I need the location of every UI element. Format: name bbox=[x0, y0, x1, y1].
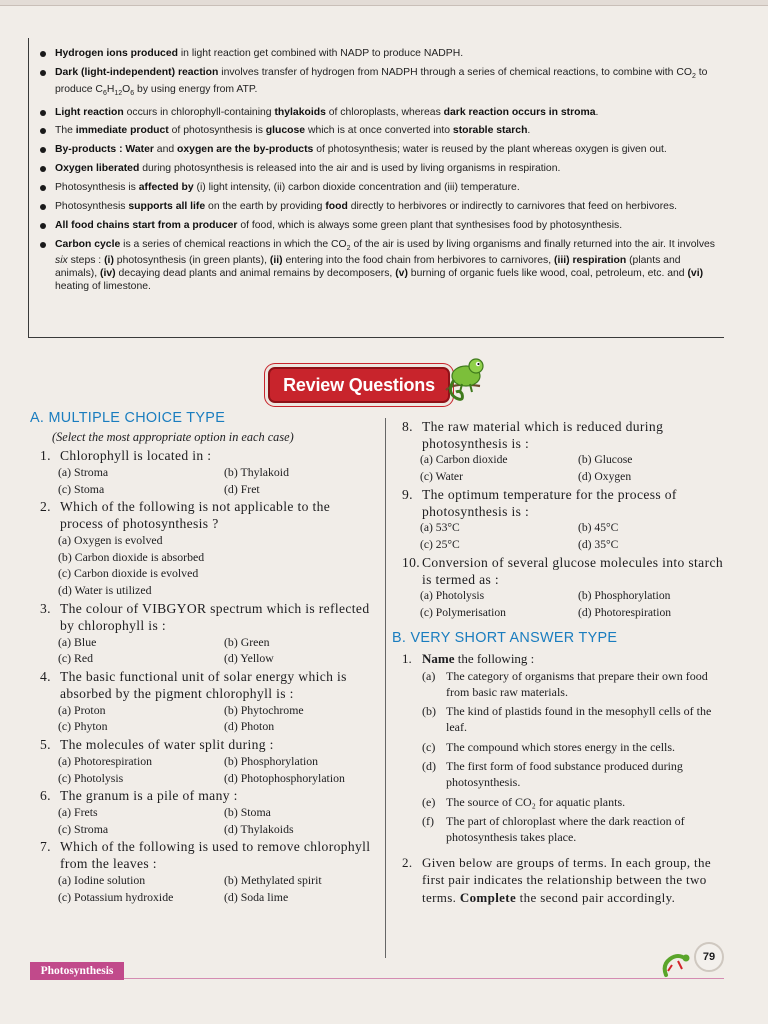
footer-rule bbox=[124, 978, 724, 979]
option-list bbox=[30, 872, 375, 905]
option-list bbox=[30, 702, 375, 735]
answer-option: (d) Water is utilized bbox=[58, 582, 152, 597]
section-a-instructions: (Select the most appropriate option in each case) bbox=[52, 430, 294, 444]
mcq-question bbox=[30, 600, 375, 667]
subitem-label: (f) bbox=[422, 813, 434, 828]
answer-option: (b) Phosphorylation bbox=[224, 753, 319, 768]
mcq-question bbox=[392, 486, 732, 553]
option-list bbox=[30, 804, 375, 837]
answer-option: (d) Fret bbox=[224, 481, 260, 496]
question-text: Conversion of several glucose molecules into starch is termed as : bbox=[422, 555, 723, 588]
question-text: Chlorophyll is located in : bbox=[60, 448, 212, 463]
question-stem bbox=[30, 787, 375, 804]
answer-option: (b) Phosphorylation bbox=[578, 589, 671, 603]
question-text: The raw material which is reduced during photosynthesis is : bbox=[422, 419, 664, 451]
answer-option: (a) Oxygen is evolved bbox=[58, 533, 163, 548]
mcq-question bbox=[30, 736, 375, 786]
answer-option: (b) Phytochrome bbox=[224, 702, 304, 717]
subitem-text: The compound which stores energy in the cells. bbox=[446, 739, 676, 754]
question-text: The molecules of water split during : bbox=[60, 736, 274, 752]
question-text-tail: the second pair accordingly. bbox=[516, 889, 676, 905]
answer-option: (b) 45°C bbox=[578, 521, 619, 535]
question-text: The colour of VIBGYOR spectrum which is reflected by chlorophyll is : bbox=[60, 600, 370, 633]
answer-option: (c) Water bbox=[420, 469, 463, 483]
vsa-subitem bbox=[422, 794, 732, 810]
answer-option: (c) Polymerisation bbox=[420, 605, 506, 619]
answer-option: (d) Oxygen bbox=[578, 469, 632, 483]
summary-point: Hydrogen ions produced in light reaction get combined with NADP to produce NADPH. bbox=[37, 48, 717, 61]
question-stem bbox=[30, 736, 375, 753]
question-stem bbox=[392, 486, 732, 520]
answer-option: (a) Blue bbox=[58, 634, 97, 649]
question-stem bbox=[30, 838, 375, 872]
review-questions-banner: Review Questions bbox=[268, 367, 450, 403]
answer-option: (a) Proton bbox=[58, 702, 106, 717]
summary-point: By-products : Water and oxygen are the by-products of photosynthesis; water is reused by the plant whereas oxygen is given out. bbox=[37, 144, 717, 157]
question-number: 7. bbox=[40, 839, 51, 855]
question-number: 6. bbox=[40, 788, 51, 804]
answer-option: (c) Phyton bbox=[58, 719, 108, 734]
chameleon-icon bbox=[440, 352, 492, 410]
answer-option: (d) Photorespiration bbox=[578, 605, 672, 619]
answer-option: (d) Photophosphorylation bbox=[224, 770, 345, 785]
answer-option: (a) Frets bbox=[58, 805, 98, 820]
vsa-subitem bbox=[422, 758, 732, 791]
answer-option: (c) Stroma bbox=[58, 821, 109, 836]
left-column bbox=[30, 410, 375, 907]
mcq-list-right bbox=[392, 418, 732, 622]
mcq-question bbox=[30, 447, 375, 497]
answer-option: (a) Stroma bbox=[58, 465, 109, 479]
answer-option: (d) 35°C bbox=[578, 537, 619, 551]
answer-option: (d) Soda lime bbox=[224, 889, 289, 904]
instruction-keyword: Name bbox=[422, 650, 455, 666]
option-list bbox=[392, 588, 732, 621]
question-stem bbox=[30, 447, 375, 464]
question-number: 10. bbox=[402, 555, 421, 571]
answer-option: (a) Carbon dioxide bbox=[420, 453, 508, 466]
summary-point: Carbon cycle is a series of chemical reactions in which the $CO_2$ of the air is used by living organisms and finally returned into the air. It involves six steps : (i) photosynthesis (in green plants), (ii) entering into the food chain from herbivores to carnivores, (iii) respiration (plants and animals), (iv) decaying dead plants and animal remains by decomposers, (v) burning of organic fuels like wood, coal, petroleum, etc. and (vi) heating of limestone. bbox=[37, 239, 717, 293]
summary-point: Dark (light-independent) reaction involves transfer of hydrogen from NADPH through a series of chemical reactions, to combine with $CO_2$ to produce $C_6H_{12}O_6$ by using energy from ATP. bbox=[37, 67, 717, 100]
question-stem bbox=[392, 554, 732, 588]
question-number: 5. bbox=[40, 736, 51, 752]
summary-box bbox=[28, 38, 724, 338]
answer-option: (b) Methylated spirit bbox=[224, 873, 322, 888]
question-number: 3. bbox=[40, 600, 51, 616]
column-divider bbox=[385, 418, 386, 958]
option-list bbox=[30, 464, 375, 497]
subitem-text: The category of organisms that prepare their own food from basic raw materials. bbox=[446, 668, 708, 699]
answer-option: (b) Glucose bbox=[578, 453, 633, 466]
option-list bbox=[30, 753, 375, 786]
answer-option: (c) Photolysis bbox=[58, 770, 124, 785]
mcq-question bbox=[30, 838, 375, 905]
mcq-question bbox=[30, 787, 375, 837]
answer-option: (b) Stoma bbox=[224, 805, 271, 820]
question-text: The basic functional unit of solar energy which is absorbed by the pigment chlorophyll is : bbox=[60, 668, 347, 701]
vsa-subitem bbox=[422, 668, 732, 701]
answer-option: (c) Red bbox=[58, 651, 94, 666]
answer-option: (c) Carbon dioxide is evolved bbox=[58, 566, 199, 581]
option-list bbox=[30, 634, 375, 667]
subitem-text: The source of CO₂ for aquatic plants. bbox=[446, 794, 626, 809]
page-number: 79 bbox=[694, 942, 724, 972]
vsa-subitem bbox=[422, 739, 732, 755]
answer-option: (d) Photon bbox=[224, 719, 275, 734]
subitem-label: (a) bbox=[422, 668, 436, 683]
mcq-question bbox=[30, 668, 375, 735]
answer-option: (d) Thylakoids bbox=[224, 821, 294, 836]
answer-option: (b) Thylakoid bbox=[224, 465, 289, 479]
vsa-subitem bbox=[422, 703, 732, 736]
lizard-icon bbox=[660, 945, 696, 981]
option-list bbox=[392, 520, 732, 553]
question-text: Given below are groups of terms. In each group, the first pair indicates the relationship between the two terms. bbox=[422, 854, 711, 905]
option-list bbox=[392, 452, 732, 485]
question-number: 8. bbox=[402, 419, 413, 434]
subitem-label: (c) bbox=[422, 739, 436, 754]
mcq-question bbox=[30, 498, 375, 598]
mcq-question bbox=[392, 554, 732, 621]
mcq-question bbox=[392, 418, 732, 485]
vsa-subitem bbox=[422, 813, 732, 846]
question-text: Which of the following is used to remove chlorophyll from the leaves : bbox=[60, 839, 371, 872]
question-number: 2. bbox=[40, 499, 51, 515]
answer-option: (a) Photolysis bbox=[420, 589, 485, 603]
instruction-keyword: Complete bbox=[459, 889, 517, 905]
summary-point: Photosynthesis is affected by (i) light intensity, (ii) carbon dioxide concentration and (iii) temperature. bbox=[37, 182, 717, 195]
question-text: Which of the following is not applicable to the process of photosynthesis ? bbox=[60, 499, 331, 532]
answer-option: (a) 53°C bbox=[420, 521, 460, 535]
question-stem bbox=[30, 498, 375, 532]
summary-point: Light reaction occurs in chlorophyll-containing thylakoids of chloroplasts, whereas dark reaction occurs in stroma. bbox=[37, 107, 717, 120]
question-stem bbox=[392, 418, 732, 452]
summary-list bbox=[37, 48, 717, 300]
answer-option: (b) Carbon dioxide is absorbed bbox=[58, 549, 205, 564]
section-b-title: B. VERY SHORT ANSWER TYPE bbox=[392, 629, 618, 646]
question-text: The granum is a pile of many : bbox=[60, 788, 238, 804]
chapter-label: Photosynthesis bbox=[30, 962, 124, 980]
question-text: The optimum temperature for the process of photosynthesis is : bbox=[422, 487, 677, 520]
question-number: 4. bbox=[40, 668, 51, 684]
right-column bbox=[392, 418, 732, 907]
question-stem bbox=[30, 668, 375, 702]
subitem-text: The kind of plastids found in the mesophyll cells of the leaf. bbox=[446, 704, 712, 735]
question-number: 1. bbox=[40, 448, 51, 463]
question-number: 1. bbox=[402, 650, 412, 666]
mcq-list-left bbox=[30, 447, 375, 906]
vsa-items bbox=[392, 668, 732, 846]
instruction-text: the following : bbox=[454, 650, 535, 666]
answer-option: (c) Stoma bbox=[58, 481, 105, 496]
question-stem bbox=[30, 600, 375, 634]
question-number: 9. bbox=[402, 487, 413, 503]
answer-option: (a) Photorespiration bbox=[58, 753, 153, 768]
vsa-question-1 bbox=[392, 650, 732, 667]
summary-point: Oxygen liberated during photosynthesis is released into the air and is used by living organisms in respiration. bbox=[37, 163, 717, 176]
top-rule bbox=[0, 0, 768, 6]
answer-option: (c) Potassium hydroxide bbox=[58, 889, 174, 904]
subitem-label: (d) bbox=[422, 759, 436, 774]
answer-option: (c) 25°C bbox=[420, 537, 460, 551]
question-number: 2. bbox=[402, 854, 413, 870]
summary-point: All food chains start from a producer of food, which is always some green plant that synthesises food by photosynthesis. bbox=[37, 220, 717, 233]
answer-option: (a) Iodine solution bbox=[58, 873, 146, 888]
answer-option: (b) Green bbox=[224, 634, 270, 649]
summary-point: Photosynthesis supports all life on the earth by providing food directly to herbivores or indirectly to carnivores that feed on herbivores. bbox=[37, 201, 717, 214]
vsa-question-2 bbox=[392, 854, 732, 907]
subitem-label: (b) bbox=[422, 704, 436, 719]
subitem-label: (e) bbox=[422, 794, 436, 809]
answer-option: (d) Yellow bbox=[224, 651, 274, 666]
option-list bbox=[30, 532, 375, 598]
section-a-title: A. MULTIPLE CHOICE TYPE bbox=[30, 410, 226, 426]
summary-point: The immediate product of photosynthesis is glucose which is at once converted into storable starch. bbox=[37, 125, 717, 138]
subitem-text: The first form of food substance produced during photosynthesis. bbox=[446, 759, 683, 790]
subitem-text: The part of chloroplast where the dark reaction of photosynthesis takes place. bbox=[446, 813, 685, 845]
